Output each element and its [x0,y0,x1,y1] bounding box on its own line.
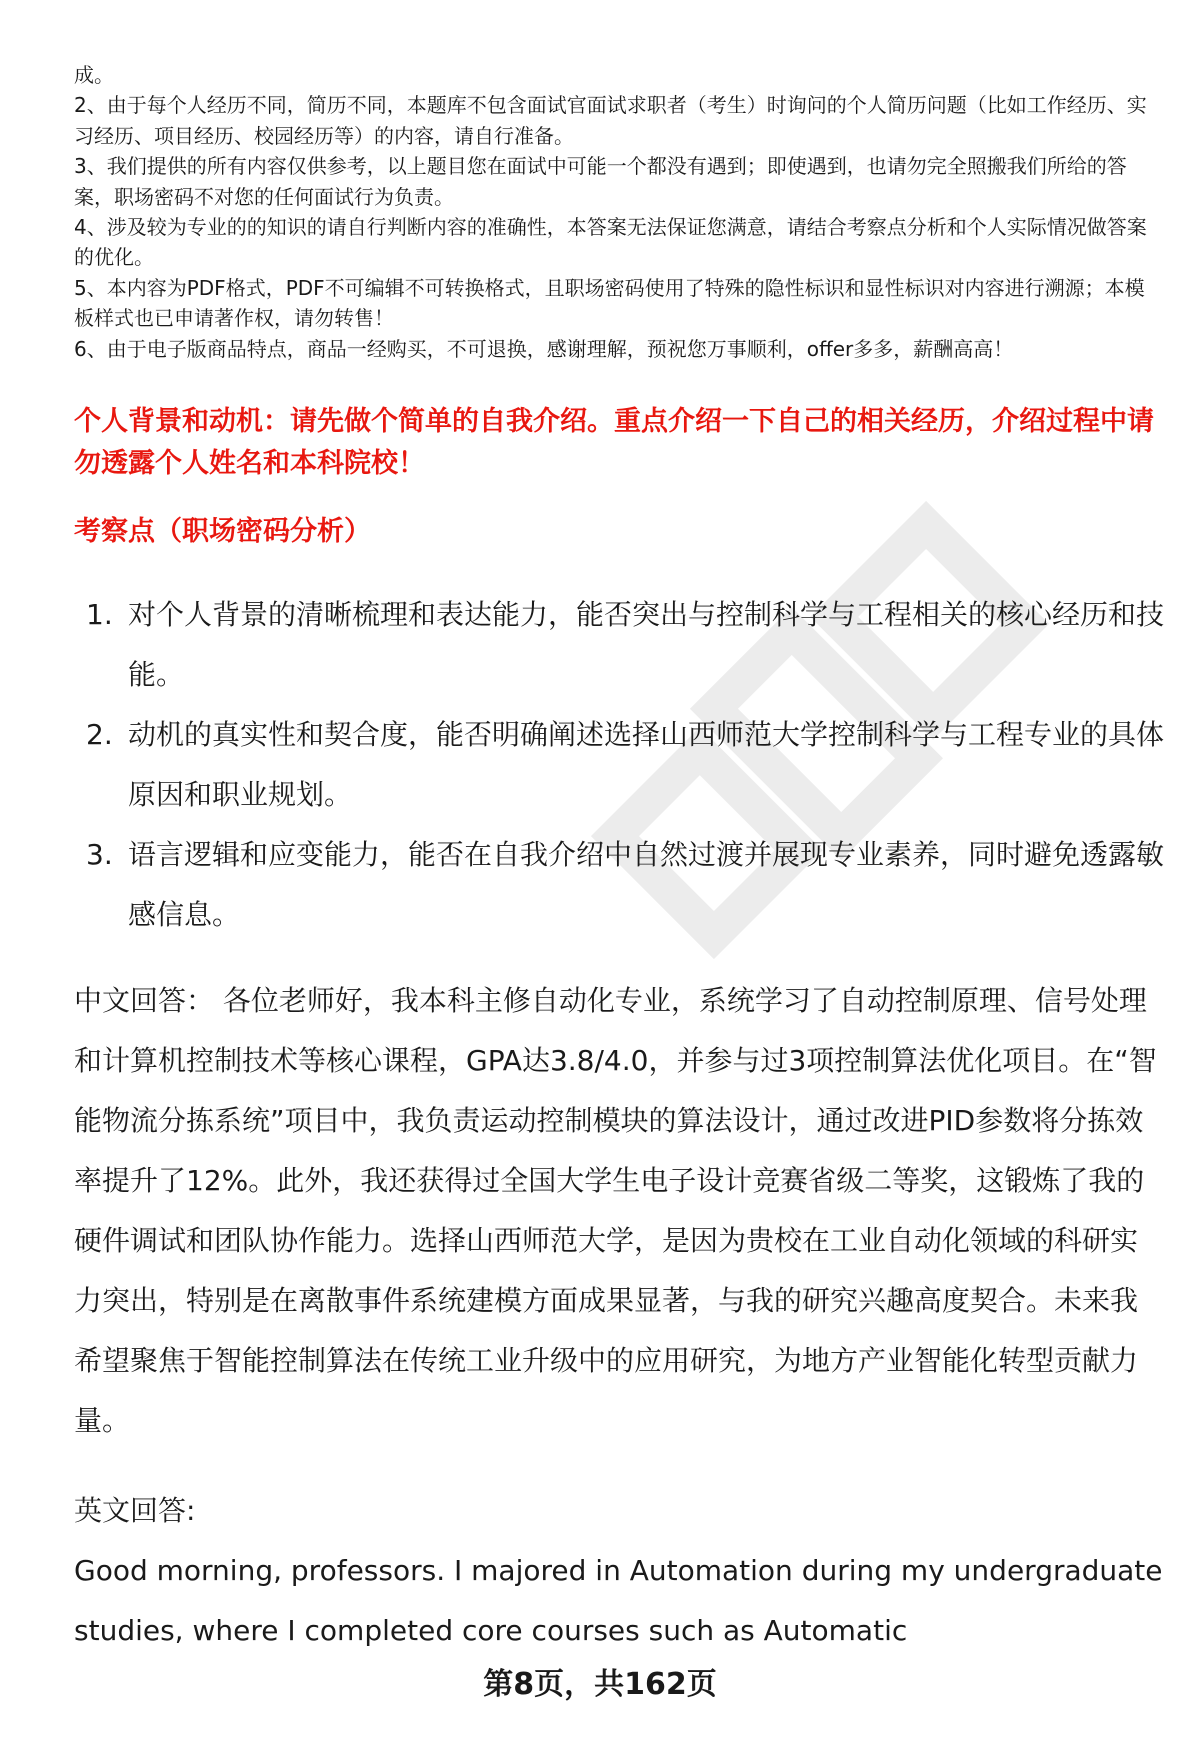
note-line: 4、涉及较为专业的的知识的请自行判断内容的准确性，本答案无法保证您满意，请结合考察点分析和个人实际情况做答案的优化。 [74,215,1147,270]
assessment-points-heading: 考察点（职场密码分析） [74,516,371,547]
interview-question: 个人背景和动机：请先做个简单的自我介绍。重点介绍一下自己的相关经历，介绍过程中请勿透露个人姓名和本科院校！ [74,406,1154,479]
list-item-text: 对个人背景的清晰梳理和表达能力，能否突出与控制科学与工程相关的核心经历和技能。 [128,598,1165,691]
list-item [74,585,1164,705]
assessment-points-list [74,585,1164,945]
list-item [74,705,1164,825]
list-item-number: 3. [86,838,113,871]
note-line: 成。 [74,63,114,87]
disclaimer-notes [74,60,1154,364]
note-line: 6、由于电子版商品特点，商品一经购买，不可退换，感谢理解，预祝您万事顺利，offer多多，薪酬高高！ [74,336,1014,361]
english-answer-label: 英文回答: [74,1494,196,1527]
list-item-number: 2. [86,718,113,751]
page-number-footer: 第8页，共162页 [483,1667,717,1702]
list-item [74,825,1164,945]
list-item-text: 语言逻辑和应变能力，能否在自我介绍中自然过渡并展现专业素养，同时避免透露敏感信息。 [128,838,1165,931]
list-item-text: 动机的真实性和契合度，能否明确阐述选择山西师范大学控制科学与工程专业的具体原因和职业规划。 [128,718,1165,811]
note-line: 5、本内容为PDF格式，PDF不可编辑不可转换格式，且职场密码使用了特殊的隐性标识和显性标识对内容进行溯源；本模板样式也已申请著作权，请勿转售！ [74,275,1145,331]
english-answer: Good morning, professors. I majored in Automation during my undergraduate studies, where I completed core courses such as Automatic [74,1554,1163,1647]
list-item-number: 1. [86,598,113,631]
note-line: 2、由于每个人经历不同，简历不同，本题库不包含面试官面试求职者（考生）时询问的个人简历问题（比如工作经历、实习经历、项目经历、校园经历等）的内容，请自行准备。 [74,93,1147,148]
chinese-answer: 中文回答： 各位老师好，我本科主修自动化专业，系统学习了自动控制原理、信号处理和计算机控制技术等核心课程，GPA达3.8/4.0，并参与过3项控制算法优化项目。在“智能物流分拣系统”项目中，我负责运动控制模块的算法设计，通过改进PID参数将分拣效率提升了12%。此外，我还获得过全国大学生电子设计竞赛省级二等奖，这锻炼了我的硬件调试和团队协作能力。选择山西师范大学，是因为贵校在工业自动化领域的科研实力突出，特别是在离散事件系统建模方面成果显著，与我的研究兴趣高度契合。未来我希望聚焦于智能控制算法在传统工业升级中的应用研究，为地方产业智能化转型贡献力量。 [74,984,1157,1437]
note-line: 3、我们提供的所有内容仅供参考，以上题目您在面试中可能一个都没有遇到；即使遇到，也请勿完全照搬我们所给的答案，职场密码不对您的任何面试行为负责。 [74,154,1127,209]
